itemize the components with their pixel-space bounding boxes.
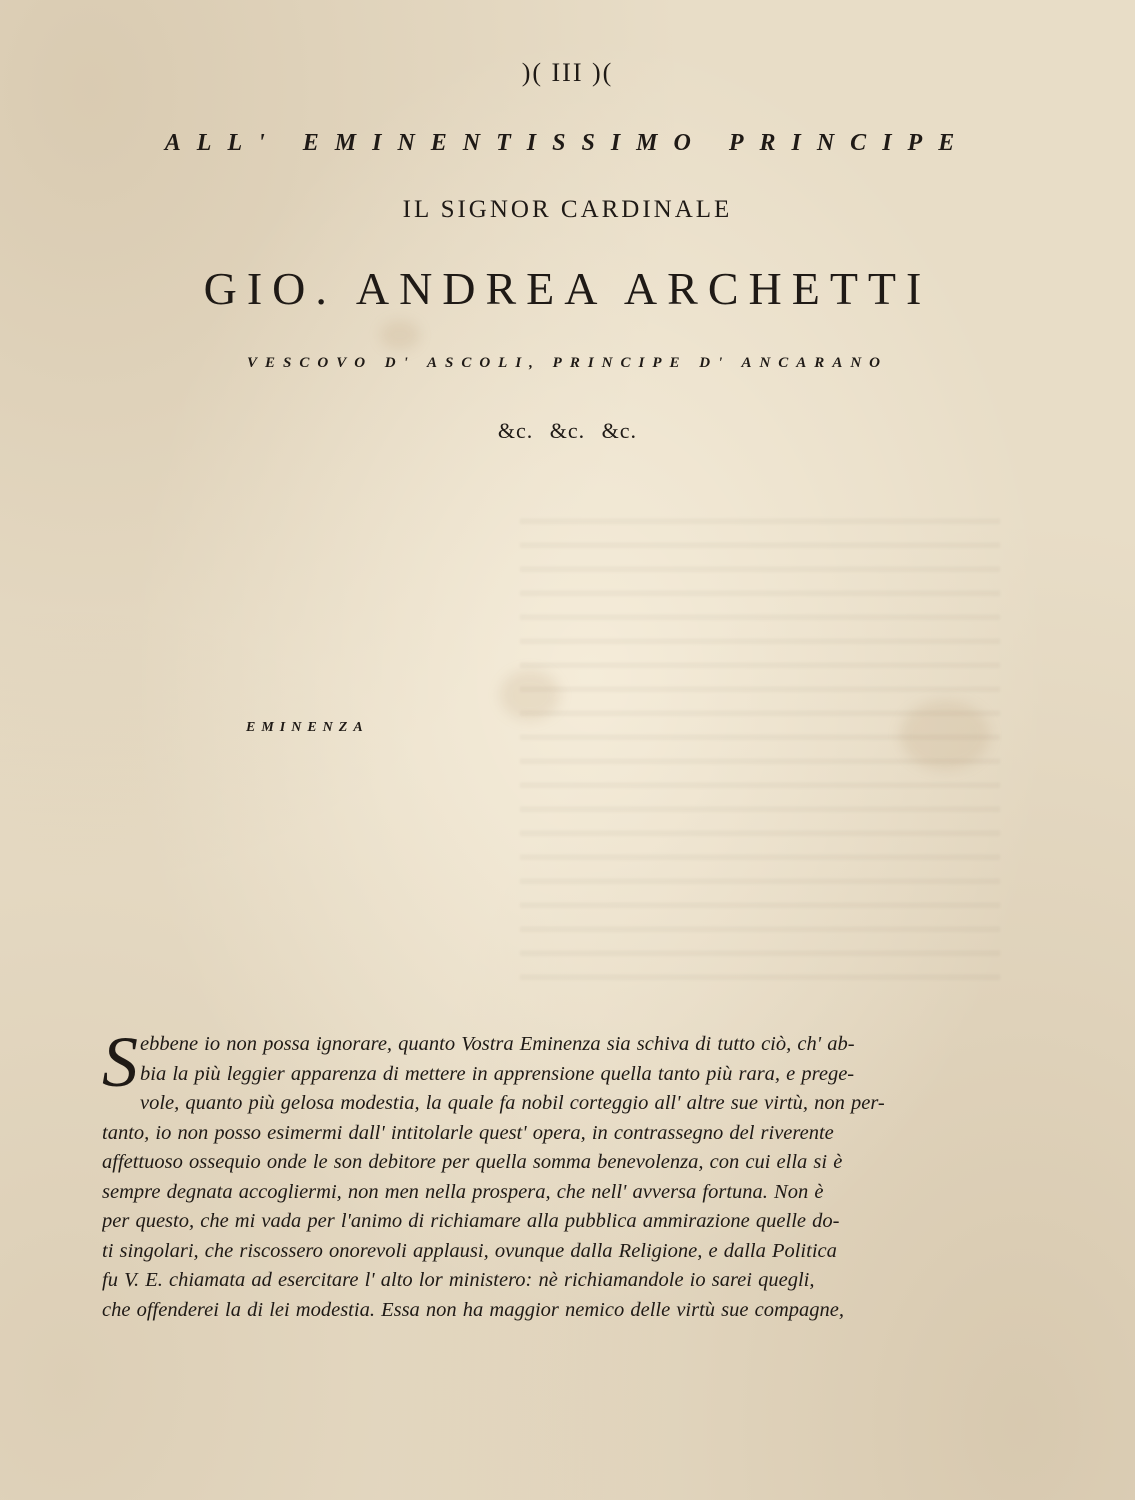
page-marker: )( III )( (521, 58, 614, 87)
body-line: che offenderei la di lei modestia. Essa non ha maggior nemico delle virtù sue compagne, (102, 1298, 844, 1321)
paper-stain (380, 320, 420, 350)
body-line: per questo, che mi vada per l'animo di richiamare alla pubblica ammirazione quelle do- (102, 1210, 840, 1232)
etcetera-line: &c. &c. &c. (497, 418, 638, 443)
dedication-heading: ALL' EMINENTISSIMO PRINCIPE (164, 130, 971, 156)
body-line: tanto, io non posso esimermi dall' intitolarle quest' opera, in contrassegno del riverente (102, 1121, 834, 1144)
body-line: vole, quanto più gelosa modestia, la quale fa nobil corteggio all' altre sue virtù, non per- (140, 1092, 885, 1114)
paper-stain (900, 700, 990, 770)
salutation: EMINENZA (246, 720, 369, 735)
body-line: ebbene io non possa ignorare, quanto Vostra Eminenza sia schiva di tutto ciò, ch' ab- (140, 1033, 855, 1055)
body-line: sempre degnata accogliermi, non men nella prospera, che nell' avversa fortuna. Non è (102, 1180, 824, 1203)
body-line: ti singolari, che riscossero onorevoli applausi, ovunque dalla Religione, e dalla Politica (102, 1239, 837, 1262)
dedicatee-subtitle: VESCOVO D' ASCOLI, PRINCIPE D' ANCARANO (247, 355, 888, 371)
dedicatee-name: GIO. ANDREA ARCHETTI (203, 263, 932, 314)
body-line: bia la più leggier apparenza di mettere in apprensione quella tanto più rara, e prege- (140, 1062, 855, 1085)
body-line: affettuoso ossequio onde le son debitore per quella somma benevolenza, con cui ella si è (102, 1151, 843, 1173)
body-line: fu V. E. chiamata ad esercitare l' alto lor ministero: nè richiamandole io sarei quegli, (102, 1269, 815, 1291)
drop-cap: S (102, 1022, 138, 1102)
paper-stain (500, 670, 560, 720)
title-line: IL SIGNOR CARDINALE (402, 196, 733, 223)
dedication-body (102, 1022, 1064, 1325)
